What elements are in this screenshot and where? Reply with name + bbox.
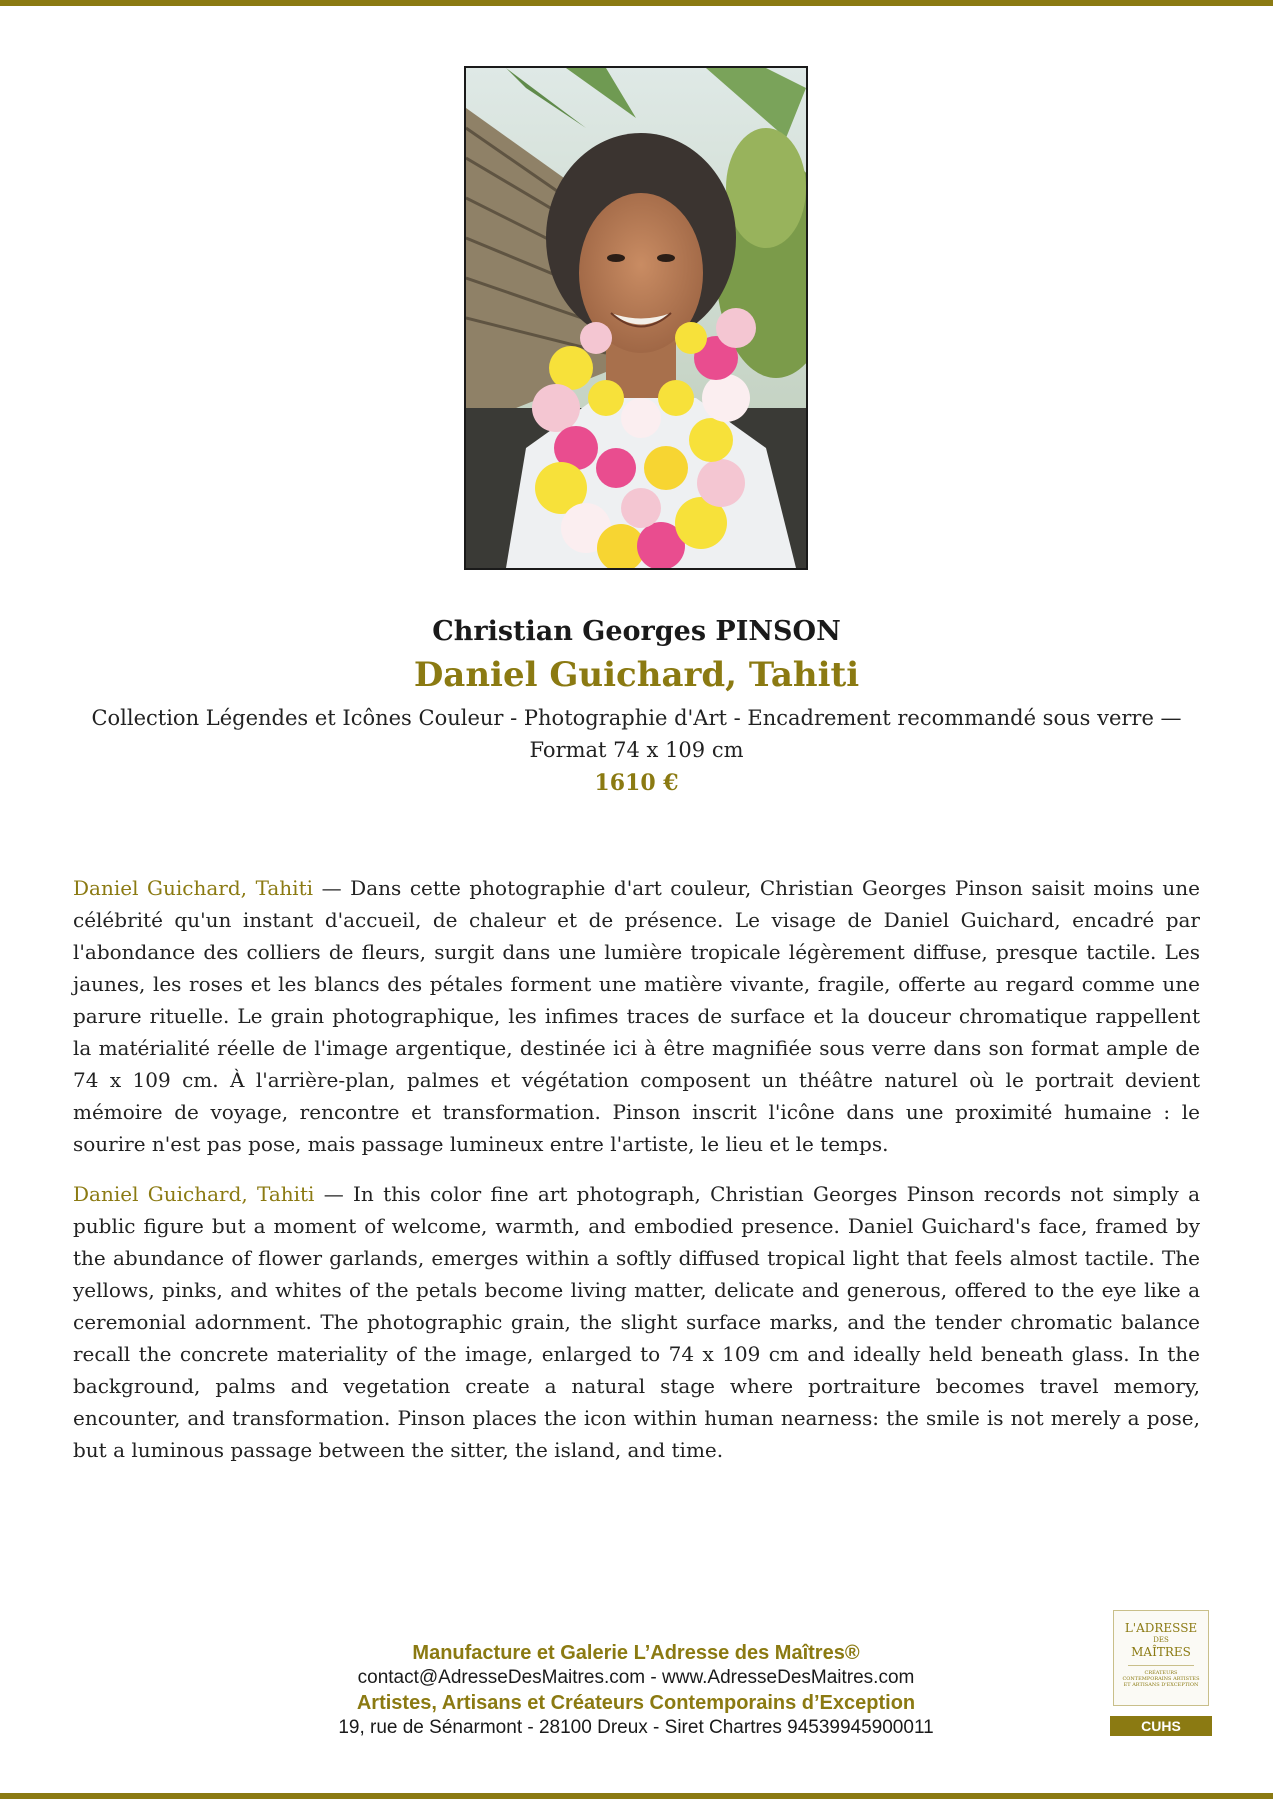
description-french [73,872,1200,1160]
artwork-meta: Collection Légendes et Icônes Couleur - Photographie d'Art - Encadrement recommandé sous verre — Format 74 x 109 cm [91,706,1182,762]
logo-line-4: CRÉATEURS CONTEMPORAINS ARTISTES ET ARTISANS D'EXCEPTION [1122,1670,1200,1688]
footer [236,1640,1036,1740]
gallery-logo [1113,1610,1209,1706]
artwork-description [73,872,1200,1484]
footer-address: 19, rue de Sénarmont - 28100 Dreux - Siret Chartres 94539945900011 [338,1717,934,1738]
description-english-text: — In this color fine art photograph, Christian Georges Pinson records not simply a public figure but a moment of welcome, warmth, and embodied presence. Daniel Guichard's face, framed by the abundance of flower garlands, emerges within a softly diffused tropical light that feels almost tactile. The yellows, pinks, and whites of the petals become living matter, delicate and generous, offered to the eye like a ceremonial adornment. The photographic grain, the slight surface marks, and the tender chromatic balance recall the concrete materiality of the image, enlarged to 74 x 109 cm and ideally held beneath glass. In the background, palms and vegetation create a natural stage where portraiture becomes travel memory, encounter, and transformation. Pinson places the icon within human nearness: the smile is not merely a pose, but a luminous passage between the sitter, the island, and time. [73,1182,1200,1462]
artist-name: Christian Georges PINSON [432,616,841,647]
logo-line-1: L'ADRESSE [1124,1621,1198,1635]
artwork-title: Daniel Guichard, Tahiti [413,655,860,695]
description-english-title: Daniel Guichard, Tahiti [73,1182,315,1206]
description-french-text: — Dans cette photographie d'art couleur, Christian Georges Pinson saisit moins une célébrité qu'un instant d'accueil, de chaleur et de présence. Le visage de Daniel Guichard, encadré par l'abondance des colliers de fleurs, surgit dans une lumière tropicale légèrement diffuse, presque tactile. Les jaunes, les roses et les blancs des pétales forment une matière vivante, fragile, offerte au regard comme une parure rituelle. Le grain photographique, les infimes traces de surface et la douceur chromatique rappellent la matérialité réelle de l'image argentique, destinée ici à être magnifiée sous verre dans son format ample de 74 x 109 cm. À l'arrière-plan, palmes et végétation composent un théâtre naturel où le portrait devient mémoire de voyage, rencontre et transformation. Pinson inscrit l'icône dans une proximité humaine : le sourire n'est pas pose, mais passage lumineux entre l'artiste, le lieu et le temps. [73,876,1200,1156]
footer-tagline: Artistes, Artisans et Créateurs Contemporains d’Exception [356,1692,916,1714]
artwork-photo [464,66,808,570]
footer-company: Manufacture et Galerie L’Adresse des Maîtres® [412,1642,860,1664]
bottom-accent-bar [0,1793,1273,1799]
cuhs-badge: CUHS [1110,1716,1212,1736]
footer-contact: contact@AdresseDesMaitres.com - www.AdresseDesMaitres.com [357,1667,915,1688]
description-english [73,1178,1200,1466]
logo-line-3: MAÎTRES [1131,1645,1191,1659]
artwork-header [60,612,1213,800]
description-french-title: Daniel Guichard, Tahiti [73,876,314,900]
logo-divider [1128,1665,1194,1666]
logo-line-2: DES [1153,1636,1169,1644]
artwork-price: 1610 € [594,770,679,796]
top-accent-bar [0,0,1273,6]
